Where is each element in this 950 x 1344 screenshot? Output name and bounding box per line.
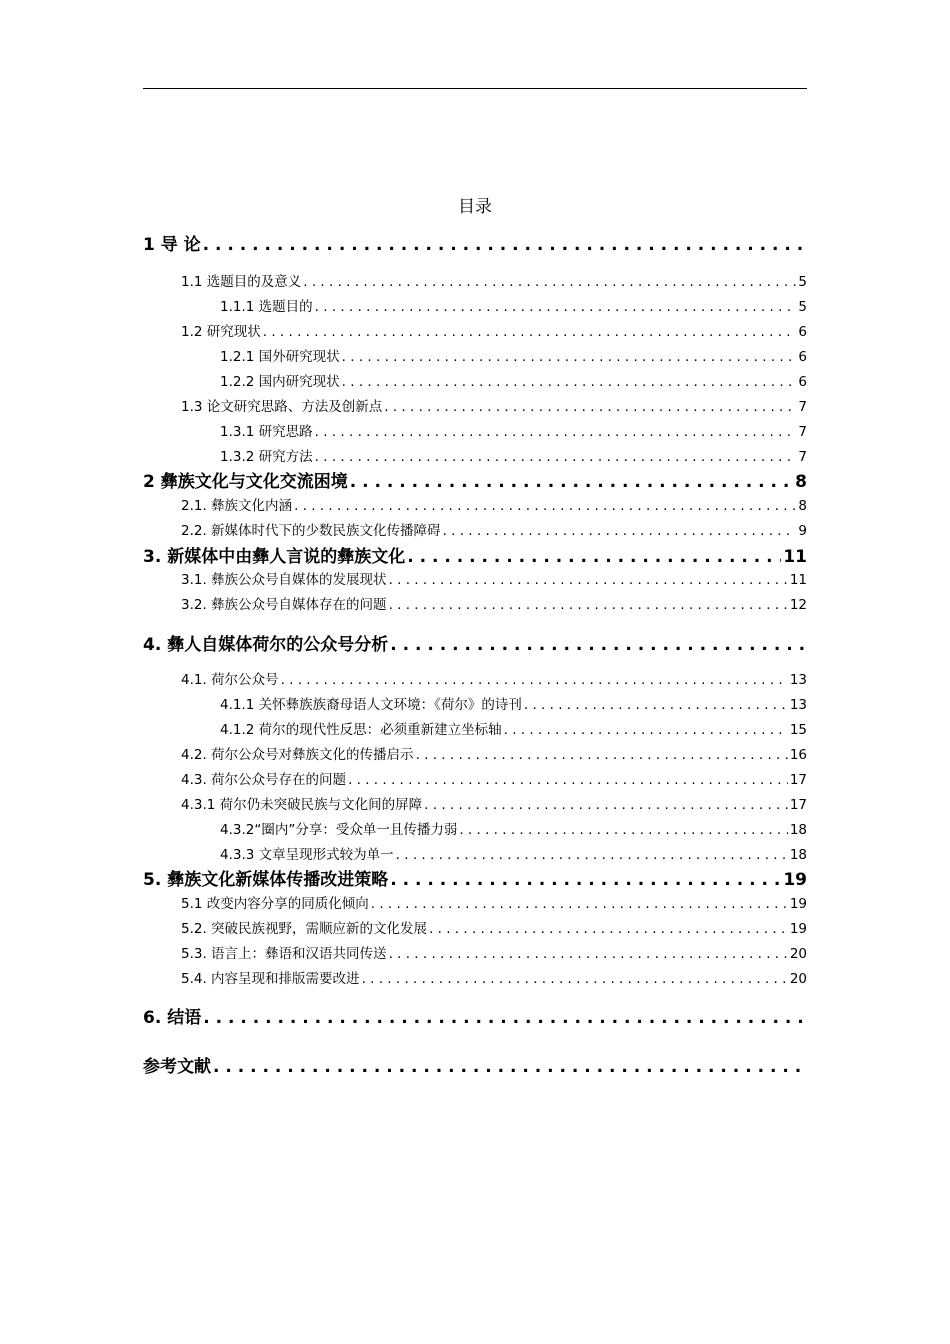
toc-entry-label: 1.3 论文研究思路、方法及创新点 — [181, 399, 383, 415]
toc-entry-page: 7 — [798, 424, 807, 440]
toc-entry[interactable] — [181, 270, 807, 290]
toc-entry[interactable] — [181, 743, 807, 763]
toc-entry-page: 5 — [798, 299, 807, 315]
toc-entry[interactable] — [181, 942, 807, 962]
toc-entry[interactable] — [181, 793, 807, 813]
toc-entry-label: 4.1.1 关怀彝族族裔母语人文环境：《荷尔》的诗刊 — [220, 697, 522, 713]
toc-entry-label: 1.3.1 研究思路 — [220, 424, 313, 440]
toc-entry-page: 18 — [789, 847, 807, 863]
toc-entry[interactable] — [143, 865, 807, 890]
toc-entry[interactable] — [181, 892, 807, 912]
toc-entry[interactable] — [143, 230, 807, 255]
toc-entry-page: 6 — [798, 374, 807, 390]
toc-entry[interactable] — [220, 693, 807, 713]
toc-entry-page: 20 — [789, 946, 807, 962]
toc-entry-label: 4.3. 荷尔公众号存在的问题 — [181, 772, 347, 788]
toc-entry[interactable] — [181, 395, 807, 415]
toc-entry-label: 1.2 研究现状 — [181, 324, 261, 340]
toc-entry-label: 4. 彝人自媒体荷尔的公众号分析 — [143, 635, 389, 655]
toc-entry-label: 2.2. 新媒体时代下的少数民族文化传播障碍 — [181, 523, 441, 539]
toc-entry-label: 3. 新媒体中由彝人言说的彝族文化 — [143, 547, 406, 567]
toc-entry[interactable] — [143, 1003, 807, 1028]
toc-entry-page: 16 — [789, 747, 807, 763]
toc-entry-label: 4.3.2“圈内”分享：受众单一且传播力弱 — [220, 822, 458, 838]
toc-entry-page: 9 — [798, 523, 807, 539]
toc-entry-label: 4.3.1 荷尔仍未突破民族与文化间的屏障 — [181, 797, 423, 813]
toc-entry-page: 17 — [789, 772, 807, 788]
toc-entry-page: 6 — [798, 349, 807, 365]
toc-entry-page: 20 — [789, 971, 807, 987]
toc-entry-page: 17 — [789, 797, 807, 813]
toc-entry-label: 1.1.1 选题目的 — [220, 299, 313, 315]
toc-entry-page: 19 — [789, 921, 807, 937]
toc-entry-label: 5. 彝族文化新媒体传播改进策略 — [143, 870, 389, 890]
toc-entry-page: 7 — [798, 449, 807, 465]
toc-entry[interactable] — [181, 668, 807, 688]
toc-entry-label: 参考文献 — [143, 1057, 211, 1077]
toc-entry-label: 5.3. 语言上：彝语和汉语共同传送 — [181, 946, 387, 962]
toc-entry-page: 15 — [789, 722, 807, 738]
toc-entry-label: 1.3.2 研究方法 — [220, 449, 313, 465]
toc-entry-page: 8 — [798, 498, 807, 514]
toc-entry[interactable] — [220, 718, 807, 738]
toc-entry-page: 11 — [789, 572, 807, 588]
toc-entry-label: 5.1 改变内容分享的同质化倾向 — [181, 896, 369, 912]
toc-entry[interactable] — [143, 467, 807, 492]
toc-entry[interactable] — [181, 768, 807, 788]
toc-entry[interactable] — [220, 843, 807, 863]
toc-entry-label: 4.2. 荷尔公众号对彝族文化的传播启示 — [181, 747, 414, 763]
toc-entry-page: 19 — [789, 896, 807, 912]
toc-entry-label: 1 导 论 — [143, 235, 201, 255]
toc-entry[interactable] — [181, 494, 807, 514]
toc-entry-page: 13 — [789, 672, 807, 688]
toc-entry[interactable] — [143, 1052, 807, 1077]
toc-entry[interactable] — [220, 420, 807, 440]
toc-entry-label: 6. 结语 — [143, 1008, 202, 1028]
toc-entry-label: 4.1. 荷尔公众号 — [181, 672, 279, 688]
toc-entry-label: 5.2. 突破民族视野，需顺应新的文化发展 — [181, 921, 428, 937]
toc-entry-page: 11 — [783, 547, 807, 567]
toc-entry[interactable] — [143, 630, 807, 655]
toc-entry-label: 1.2.2 国内研究现状 — [220, 374, 340, 390]
toc-entry-page: 19 — [783, 870, 807, 890]
toc-entry[interactable] — [220, 445, 807, 465]
toc-entry-label: 2.1. 彝族文化内涵 — [181, 498, 293, 514]
toc-entry-page: 8 — [795, 472, 807, 492]
toc-entry-page: 18 — [789, 822, 807, 838]
toc-entry[interactable] — [181, 917, 807, 937]
toc-entry-page: 13 — [789, 697, 807, 713]
toc-entry[interactable] — [143, 542, 807, 567]
toc-entry-label: 1.2.1 国外研究现状 — [220, 349, 340, 365]
toc-entry-label: 4.1.2 荷尔的现代性反思：必须重新建立坐标轴 — [220, 722, 502, 738]
toc-entry-label: 4.3.3 文章呈现形式较为单一 — [220, 847, 394, 863]
toc-entry-page: 5 — [798, 274, 807, 290]
toc-entry-label: 1.1 选题目的及意义 — [181, 274, 302, 290]
toc-entry[interactable] — [181, 967, 807, 987]
toc-entry[interactable] — [220, 295, 807, 315]
toc-entry-label: 2 彝族文化与文化交流困境 — [143, 472, 348, 492]
toc-entry[interactable] — [181, 593, 807, 613]
toc-entry[interactable] — [220, 345, 807, 365]
toc-entry-label: 3.2. 彝族公众号自媒体存在的问题 — [181, 597, 387, 613]
toc-entry[interactable] — [220, 370, 807, 390]
toc-entry-page: 6 — [798, 324, 807, 340]
toc-entry[interactable] — [181, 568, 807, 588]
toc-entry-label: 3.1. 彝族公众号自媒体的发展现状 — [181, 572, 387, 588]
toc-entry-page: 12 — [789, 597, 807, 613]
toc-entry-page: 7 — [798, 399, 807, 415]
toc-entry[interactable] — [181, 519, 807, 539]
toc-entry-label: 5.4. 内容呈现和排版需要改进 — [181, 971, 360, 987]
toc-title: 目录 — [458, 197, 492, 217]
toc-entry[interactable] — [220, 818, 807, 838]
toc-entry[interactable] — [181, 320, 807, 340]
